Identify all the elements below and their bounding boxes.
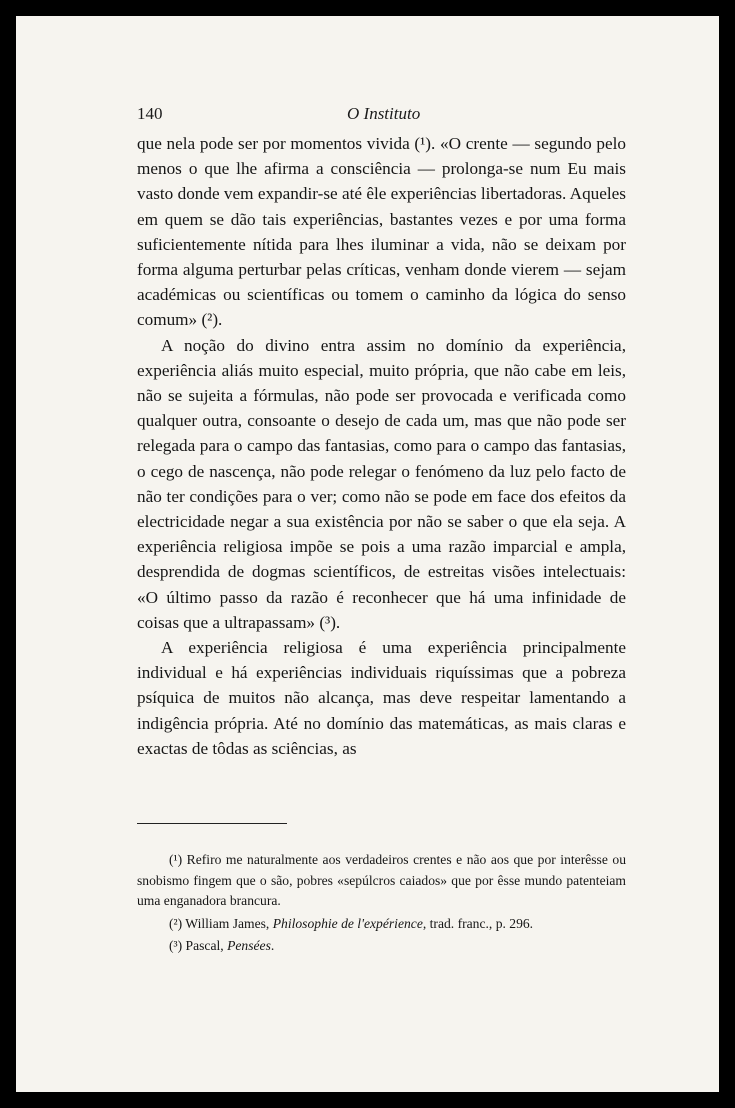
page-header xyxy=(137,104,626,128)
footnote-marker: (²) xyxy=(169,915,183,931)
footnote-citation: , trad. franc., p. 296. xyxy=(422,915,534,931)
paragraph-1: que nela pode ser por momentos vivida (¹). «O crente — segundo pelo menos o que lhe afirma a consciência — prolonga-se num Eu mais vasto donde vem expandir-se até êle experiências libertadoras. Aqueles em quem se dão tais experiências, bastantes vezes e por uma forma suficientemente nítida para lhes iluminar a vida, não se deixam por forma alguma perturbar pelas críticas, venham donde vierem — sejam académicas ou scientíficas ou tomem o caminho da lógica do senso comum» (²). xyxy=(137,134,626,330)
footnotes xyxy=(137,850,626,957)
footnote-work-title: Philosophie de l'expérience xyxy=(272,915,423,931)
running-title: O Instituto xyxy=(347,104,421,123)
book-page xyxy=(16,16,719,1092)
footnote-separator xyxy=(137,823,287,824)
footnote-author: William James, xyxy=(185,915,270,931)
footnote-citation: . xyxy=(270,938,275,953)
page-number: 140 xyxy=(137,104,163,123)
paragraph-2: A noção do divino entra assim no domínio da experiência, experiência aliás muito especial, muito própria, que não cabe em leis, não se sujeita a fórmulas, não pode ser provocada e verificada como qualquer outra, consoante o desejo de cada um, mas que não pode ser relegada para o campo das fantasias, como para o campo das fantasias, o cego de nascença, não pode relegar o fenómeno da luz pelo facto de não ter condições para o ver; como não se pode em face dos efeitos da electricidade negar a sua existência por não se saber o que ela seja. A experiência religiosa impõe se pois a uma razão imparcial e ampla, desprendida de dogmas scientíficos, de estreitas visões intelectuais: «O último passo da razão é reconhecer que há uma infinidade de coisas que a ultrapassam» (³). xyxy=(137,335,626,632)
footnote-3 xyxy=(137,936,626,957)
footnote-work-title: Pensées xyxy=(227,938,271,953)
footnote-2 xyxy=(137,914,626,935)
paragraph-3: A experiência religiosa é uma experiência principalmente individual e há experiências individuais riquíssimas que a pobreza psíquica de muitos não alcança, mas deve respeitar lamentando a indigência própria. Até no domínio das matemáticas, as mais claras e exactas de tôdas as sciências, as xyxy=(137,638,626,758)
footnote-1 xyxy=(137,850,626,912)
body-text xyxy=(137,131,626,761)
footnote-marker: (³) xyxy=(169,938,183,953)
footnote-text: Refiro me naturalmente aos verdadeiros crentes e não aos que por interêsse ou snobismo fingem que o são, pobres «sepúlcros caiados» que por êsse mundo patenteiam uma enganadora brancura. xyxy=(137,852,626,908)
footnote-author: Pascal, xyxy=(185,938,224,953)
footnote-marker: (¹) xyxy=(169,852,183,867)
